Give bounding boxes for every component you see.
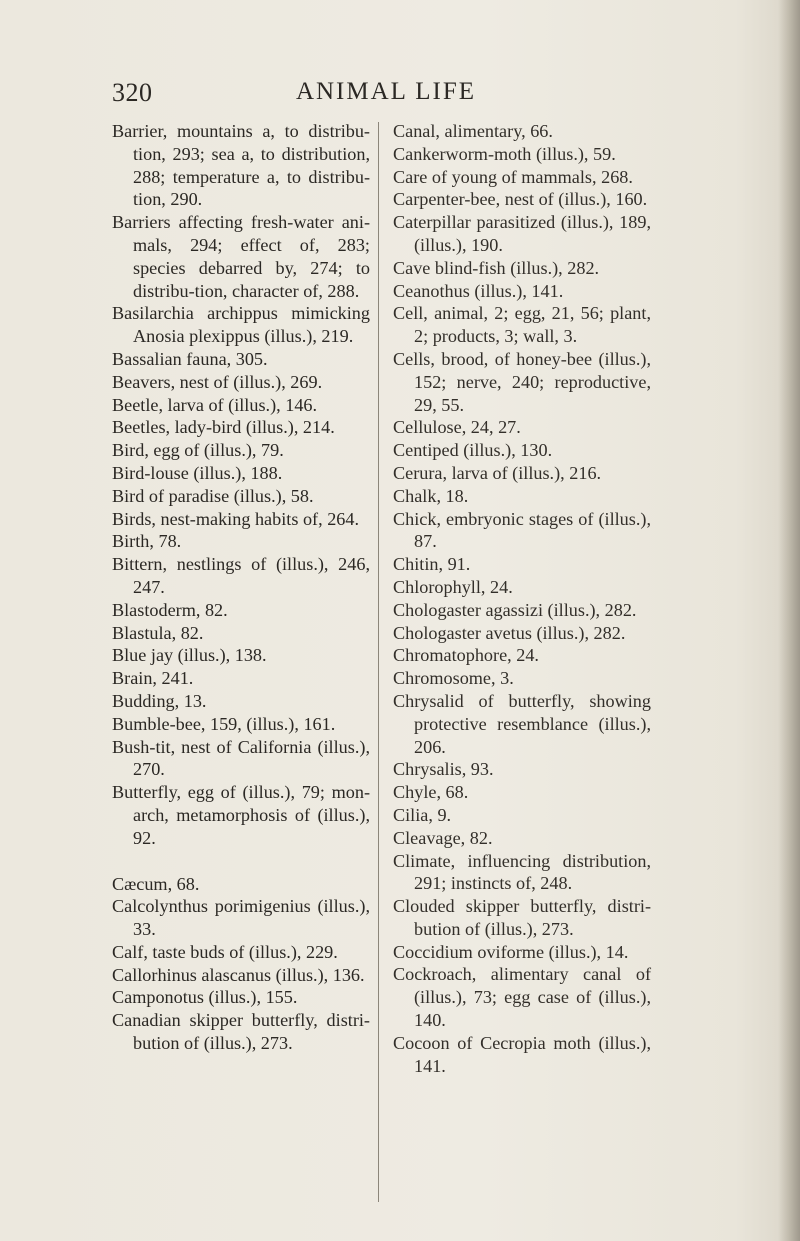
index-entry: Calf, taste buds of (illus.), 229.	[112, 941, 338, 962]
index-column-right	[393, 120, 651, 1077]
page-number: 320	[112, 78, 153, 107]
index-entry: Barriers affecting fresh-water ani-mals, 294; effect of, 283; species debarred by, 274; to distribu-tion, character of, 288.	[112, 212, 370, 301]
index-entry: Calcolynthus porimigenius (illus.), 33.	[112, 896, 370, 940]
index-entry: Chromosome, 3.	[393, 668, 514, 689]
index-entry: Basilarchia archippus mimicking Anosia plexippus (illus.), 219.	[112, 303, 370, 347]
index-entry: Beetles, lady-bird (illus.), 214.	[112, 417, 335, 438]
index-entry: Care of young of mammals, 268.	[393, 166, 633, 187]
index-entry: Callorhinus alascanus (illus.), 136.	[112, 964, 365, 985]
index-entry: Cave blind-fish (illus.), 282.	[393, 257, 600, 278]
index-entry: Blastoderm, 82.	[112, 599, 228, 620]
letter-section-gap	[112, 850, 370, 873]
index-entry: Cells, brood, of honey-bee (illus.), 152; nerve, 240; reproductive, 29, 55.	[393, 348, 651, 415]
index-entry: Birds, nest-making habits of, 264.	[112, 508, 360, 529]
index-entry: Bird of paradise (illus.), 58.	[112, 485, 314, 506]
index-entry: Bird, egg of (illus.), 79.	[112, 440, 284, 461]
index-entry: Chick, embryonic stages of (illus.), 87.	[393, 508, 651, 552]
index-entry: Chyle, 68.	[393, 782, 469, 803]
index-entry: Budding, 13.	[112, 690, 207, 711]
index-entry: Bush-tit, nest of California (illus.), 270.	[112, 736, 370, 780]
index-entry: Chologaster agassizi (illus.), 282.	[393, 599, 637, 620]
index-entry: Cleavage, 82.	[393, 827, 493, 848]
index-entry: Barrier, mountains a, to distribu-tion, 293; sea a, to distribution, 288; temperature a, to distribu-tion, 290.	[112, 121, 370, 210]
index-entry: Cellulose, 24, 27.	[393, 417, 521, 438]
index-entry: Chrysalid of butterfly, showing protective resemblance (illus.), 206.	[393, 690, 651, 757]
index-entry: Caterpillar parasitized (illus.), 189, (illus.), 190.	[393, 212, 651, 255]
index-entry: Chalk, 18.	[393, 485, 469, 506]
index-entry: Bittern, nestlings of (illus.), 246, 247.	[112, 554, 370, 597]
index-entry: Cæcum, 68.	[112, 873, 200, 894]
index-entry: Chitin, 91.	[393, 554, 471, 575]
index-entry: Cell, animal, 2; egg, 21, 56; plant, 2; products, 3; wall, 3.	[393, 303, 651, 347]
index-entry: Brain, 241.	[112, 668, 194, 689]
index-entry: Centiped (illus.), 130.	[393, 440, 553, 461]
index-entry: Camponotus (illus.), 155.	[112, 987, 298, 1008]
index-entry: Butterfly, egg of (illus.), 79; mon-arch, metamorphosis of (illus.), 92.	[112, 782, 370, 848]
index-entry: Birth, 78.	[112, 531, 182, 552]
index-column-left	[112, 120, 370, 1055]
index-entry: Ceanothus (illus.), 141.	[393, 280, 564, 301]
page-edge-shadow	[778, 0, 800, 1241]
index-entry: Cankerworm-moth (illus.), 59.	[393, 143, 616, 164]
index-entry: Blue jay (illus.), 138.	[112, 645, 267, 666]
index-entry: Bassalian fauna, 305.	[112, 348, 268, 369]
index-entry: Beetle, larva of (illus.), 146.	[112, 394, 318, 415]
index-entry: Chromatophore, 24.	[393, 645, 539, 666]
index-entry: Carpenter-bee, nest of (illus.), 160.	[393, 189, 648, 210]
column-divider	[378, 122, 379, 1202]
index-entry: Chlorophyll, 24.	[393, 576, 513, 597]
page-header	[112, 78, 660, 118]
index-entry: Bird-louse (illus.), 188.	[112, 462, 283, 483]
index-entry: Chrysalis, 93.	[393, 759, 494, 780]
index-entry: Coccidium oviforme (illus.), 14.	[393, 941, 629, 962]
index-entry: Cerura, larva of (illus.), 216.	[393, 462, 602, 483]
index-entry: Bumble-bee, 159, (illus.), 161.	[112, 713, 336, 734]
running-title: ANIMAL LIFE	[295, 78, 477, 105]
index-entry: Clouded skipper butterfly, distri-bution of (illus.), 273.	[393, 896, 651, 939]
index-entry: Cockroach, alimentary canal of (illus.), 73; egg case of (illus.), 140.	[393, 964, 651, 1031]
index-entry: Canal, alimentary, 66.	[393, 121, 553, 141]
index-entry: Cocoon of Cecropia moth (illus.), 141.	[393, 1032, 651, 1076]
index-entry: Beavers, nest of (illus.), 269.	[112, 371, 323, 392]
index-entry: Blastula, 82.	[112, 622, 204, 643]
index-entry: Cilia, 9.	[393, 804, 452, 825]
index-entry: Chologaster avetus (illus.), 282.	[393, 622, 626, 643]
index-entry: Climate, influencing distribution, 291; instincts of, 248.	[393, 850, 651, 894]
index-entry: Canadian skipper butterfly, distri-bution of (illus.), 273.	[112, 1010, 370, 1054]
